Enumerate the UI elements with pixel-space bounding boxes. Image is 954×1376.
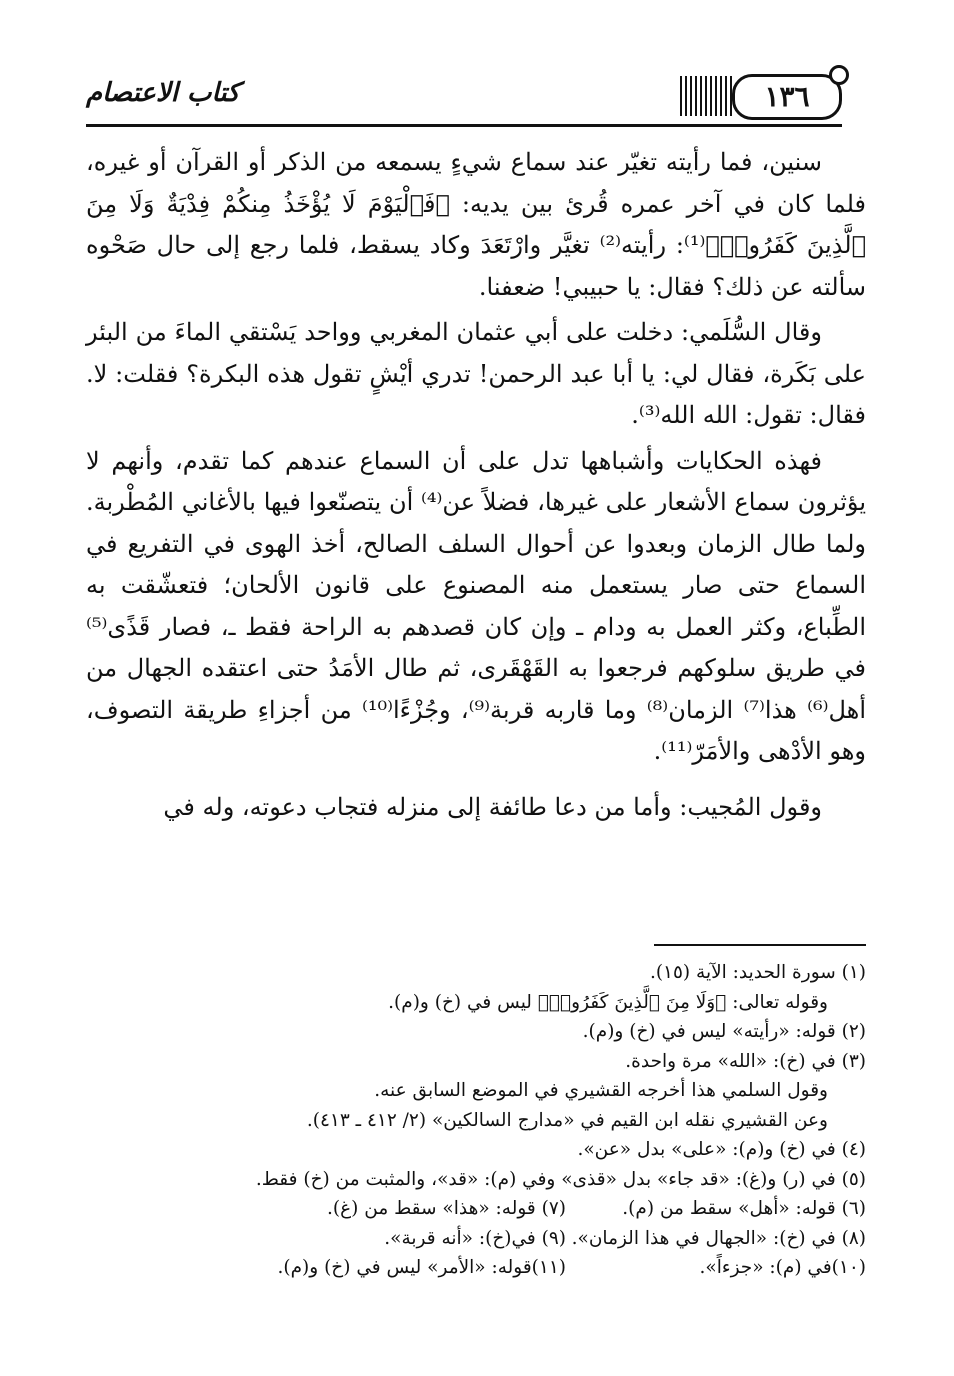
footnote-7: (٧) قوله: «هذا» سقط من (غ). [327, 1198, 566, 1219]
footnote-5: (٥) في (ر) و(غ): «قد جاء» بدل «قذى» وفي (م): «قد»، والمثبت من (خ) فقط. [255, 1168, 866, 1190]
header-rule [86, 124, 842, 127]
footnotes [150, 958, 866, 1283]
paragraph-2: وقال السُّلَمي: دخلت على أبي عثمان المغربي وواحد يَسْتقي الماءَ من البئر على بَكَرة، فقال لي: يا أبا عبد الرحمن! تدري أيْشٍ تقول هذه البكرة؟ فقلت: لا. فقال: تقول: الله الله⁽³⁾. [86, 318, 866, 429]
footnote-3-note-a: وقول السلمي هذا أخرجه القشيري في الموضع السابق عنه. [374, 1080, 828, 1101]
footnote-row-6-7 [150, 1194, 866, 1224]
footnote-9: (٩) في(خ): «أنه قربة». [384, 1227, 566, 1249]
footnote-1: (١) سورة الحديد: الآية (١٥). [649, 962, 866, 983]
footnote-2: (٢) قوله: «رأيته» ليس في (خ) و(م). [582, 1021, 866, 1042]
footnote-4: (٤) في (خ) و(م): «على» بدل «عن». [577, 1139, 866, 1160]
header-ornament [680, 76, 732, 116]
footnote-3: (٣) في (خ): «الله» مرة واحدة. [625, 1050, 866, 1072]
footnote-row-10-11 [150, 1253, 866, 1283]
page-number: ١٣٦ [732, 74, 842, 120]
footnote-3-note-b: وعن القشيري نقله ابن القيم في «مدارج السالكين» (٢/ ٤١٢ ـ ٤١٣). [306, 1109, 828, 1131]
footnote-1-note: وقوله تعالى: ﴿وَلَا مِنَ ٱلَّذِينَ كَفَرُوا۟﴾ ليس في (خ) و(م). [388, 991, 828, 1013]
running-title: كتاب الاعتصام [86, 78, 240, 108]
paragraph-3: فهذه الحكايات وأشباهها تدل على أن السماع عندهم كما تقدم، وأنهم لا يؤثرون سماع الأشعار على غيرها، فضلاً عن⁽⁴⁾ أن يتصنّعوا فيها بالأغاني المُطْربة. ولما طال الزمان وبعدوا عن أحوال السلف الصالح، أخذ الهوى في التفريع في السماع حتى صار يستعمل منه المصنوع على قانون الألحان؛ فتعشّقت به الطِّباع، وكثر العمل به ودام ـ وإن كان قصدهم به الراحة فقط ـ، فصار قَذًى⁽⁵⁾ في طريق سلوكهم فرجعوا به القَهْقَرى، ثم طال الأمَدُ حتى اعتقده الجهال من أهل⁽⁶⁾ هذا⁽⁷⁾ الزمان⁽⁸⁾ وما قاربه قربة⁽⁹⁾، وجُزْءًا⁽¹⁰⁾ من أجزاءِ طريقة التصوف، وهو الأدْهى والأمَرّ⁽¹¹⁾. [86, 446, 867, 765]
page-header [86, 72, 842, 124]
footnote-8: (٨) في (خ): «الجهال في هذا الزمان». [571, 1227, 866, 1249]
paragraph-1: سنين، فما رأيته تغيّر عند سماع شيءٍ يسمعه من الذكر أو القرآن أو غيره، فلما كان في آخر عمره قُرئ بين يديه: ﴿فَٱلْيَوْمَ لَا يُؤْخَذُ مِنكُمْ فِدْيَةٌ وَلَا مِنَ ٱلَّذِينَ كَفَرُوا۟﴾⁽¹⁾: رأيته⁽²⁾ تغيَّر وارْتَعَدَ وكاد يسقط، فلما رجع إلى حال صَحْوه سألته عن ذلك؟ فقال: يا حبيبي! ضعفنا. [86, 148, 866, 301]
main-text [86, 142, 866, 832]
footnote-row-8-9 [150, 1224, 866, 1254]
paragraph-4: وقول المُجيب: وأما من دعا طائفة إلى منزله فتجاب دعوته، وله في [163, 792, 822, 821]
footnote-rule [654, 944, 866, 946]
footnote-11: (١١)قوله: «الأمر» ليس في (خ) و(م). [277, 1257, 566, 1278]
footnote-6: (٦) قوله: «أهل» سقط من (م). [622, 1198, 866, 1219]
footnote-10: (١٠)في (م): «جزءاً». [699, 1257, 866, 1278]
